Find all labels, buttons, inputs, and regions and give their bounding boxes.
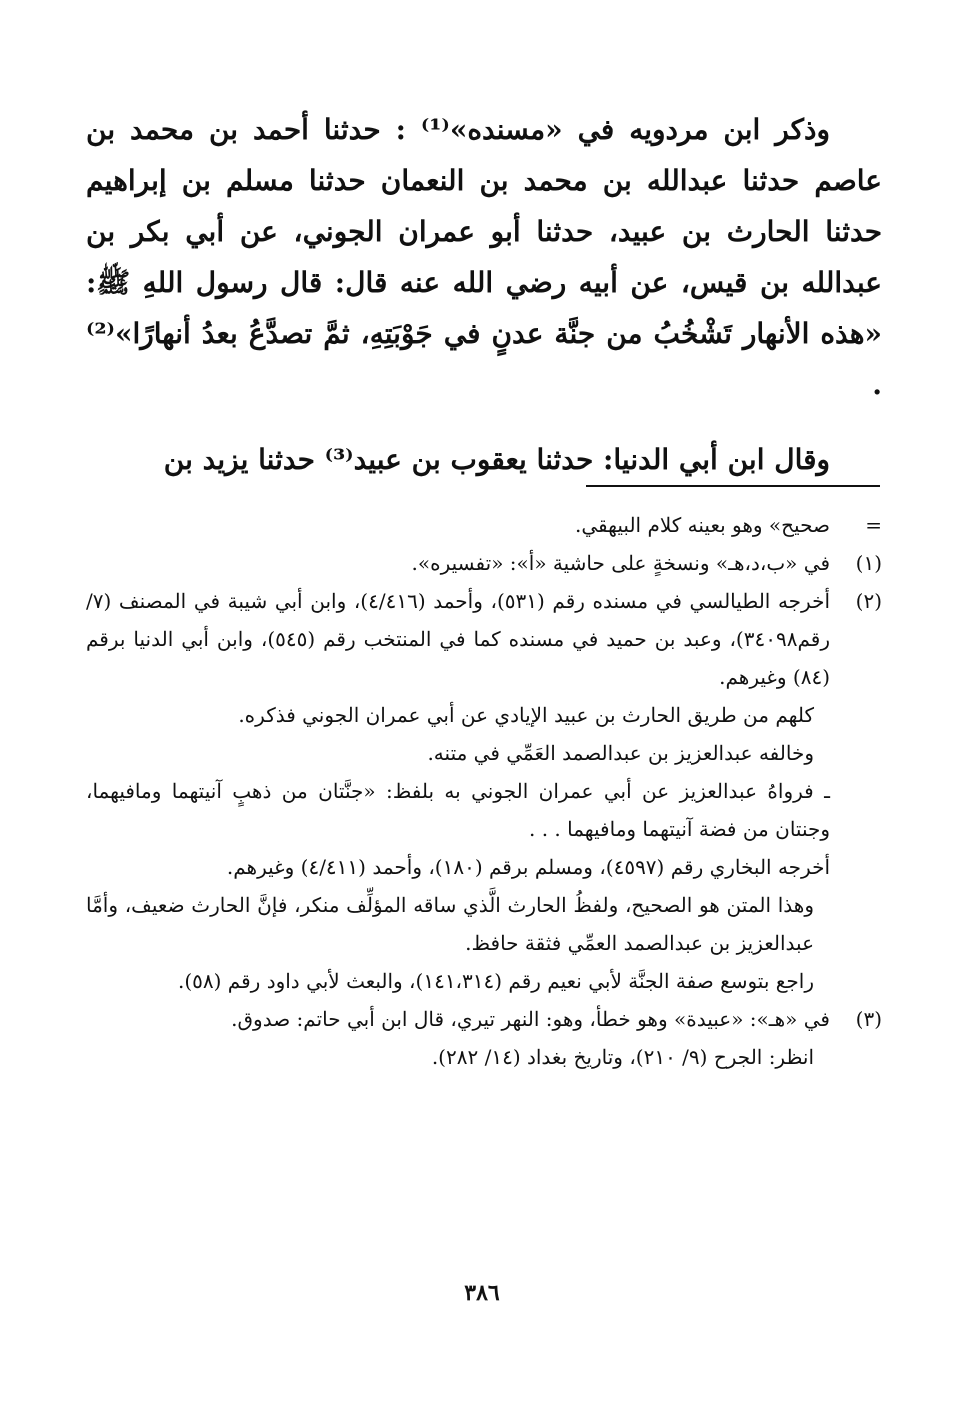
footnote-paragraph: في «هـ»: «عبيدة» وهو خطأ، وهو: النهر تيري، قال ابن أبي حاتم: صدوق. <box>231 1007 830 1031</box>
footnote-paragraph: أخرجه الطيالسي في مسنده رقم (٥٣١)، وأحمد (٤/٤١٦)، وابن أبي شيبة في المصنف (٧/رقم٣٤٠٩٨)، وعبد بن حميد في مسنده كما في المنتخب رقم (٥٤٥)، وابن أبي الدنيا برقم (٨٤) وغيرهم. <box>86 589 830 689</box>
footnote-paragraph: راجع بتوسع صفة الجنَّة لأبي نعيم رقم (١٤١،٣١٤)، والبعث لأبي داود رقم (٥٨). <box>177 969 814 993</box>
footnote-marker: (٣) <box>855 1007 882 1031</box>
footnote-paragraph: كلهم من طريق الحارث بن عبيد الإيادي عن أبي عمران الجوني فذكره. <box>238 703 814 727</box>
footnote-1 <box>86 544 882 582</box>
footnote-2 <box>86 582 882 1000</box>
main-paragraph-2: وقال ابن أبي الدنيا: حدثنا يعقوب بن عبيد⁽³⁾ حدثنا يزيد بن <box>163 443 830 476</box>
footnote-text: في «ب،د،هـ» ونسخةٍ على حاشية «أ»: «تفسيره». <box>411 551 830 575</box>
footnote-marker: (٢) <box>855 589 882 613</box>
footnote-continuation <box>86 506 882 544</box>
footnote-marker: (١) <box>855 551 882 575</box>
footnote-paragraph: وخالفه عبدالعزيز بن عبدالصمد العَمِّي في متنه. <box>427 741 814 765</box>
footnotes <box>86 506 882 1076</box>
footnote-text: صحيح» وهو بعينه كلام البيهقي. <box>575 513 830 537</box>
footnote-paragraph: ـ فرواهُ عبدالعزيز عن أبي عمران الجوني به بلفظ: «جنَّتان من ذهبٍ آنيتهما ومافيهما، وجنتان من فضة آنيتهما ومافيهما . . . <box>86 779 830 841</box>
footnote-marker: = <box>865 513 882 537</box>
main-paragraph-1: وذكر ابن مردويه في «مسنده»⁽¹⁾ : حدثنا أحمد بن محمد بن عاصم حدثنا عبدالله بن محمد بن النعمان حدثنا مسلم بن إبراهيم حدثنا الحارث بن عبيد، حدثنا أبو عمران الجوني، عن أبي بكر بن عبدالله بن قيس، عن أبيه رضي الله عنه قال: قال رسول اللهِ ﷺ: «هذه الأنهار تَشْخُبُ من جنَّة عدنٍ في جَوْبَتِهِ، ثمَّ تصدَّعُ بعدُ أنهارًا»⁽²⁾ . <box>86 113 882 401</box>
page-number: ٣٨٦ <box>464 1280 500 1306</box>
footnote-3 <box>86 1000 882 1076</box>
footnote-paragraph: أخرجه البخاري رقم (٤٥٩٧)، ومسلم برقم (١٨٠)، وأحمد (٤/٤١١) وغيرهم. <box>226 855 830 879</box>
footnote-paragraph: انظر: الجرح (٩/ ٢١٠)، وتاريخ بغداد (١٤/ ٢٨٢). <box>431 1045 814 1069</box>
footnote-paragraph: وهذا المتن هو الصحيح، ولفظُ الحارث الَّذي ساقه المؤلِّف منكر، فإنَّ الحارث ضعيف، وأمَّا عبدالعزيز بن عبدالصمد العمِّي فثقة حافظ. <box>86 893 814 955</box>
footnote-separator <box>586 485 880 487</box>
main-text <box>86 104 882 485</box>
